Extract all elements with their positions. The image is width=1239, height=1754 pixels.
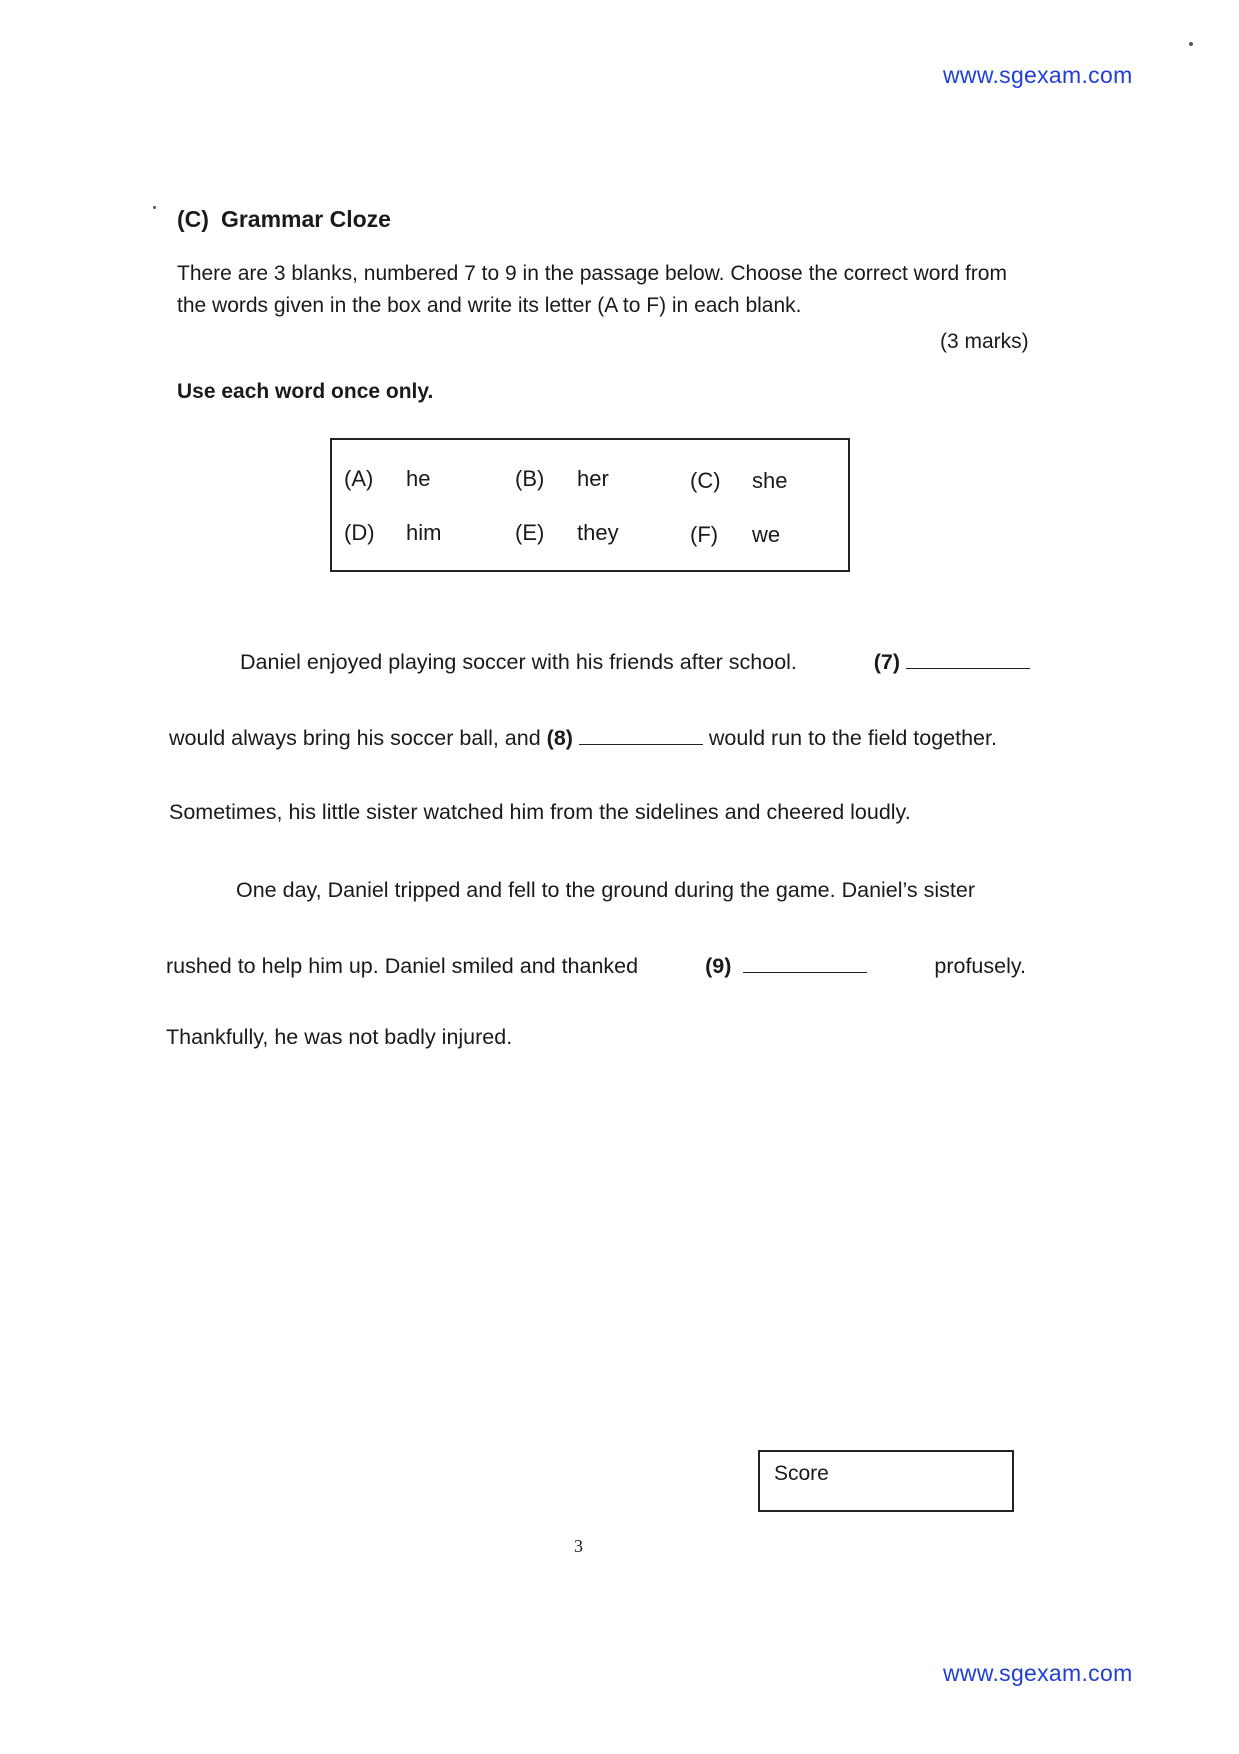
word-bank-box bbox=[330, 438, 850, 572]
site-url-header: www.sgexam.com bbox=[943, 62, 1133, 88]
question-number: (7) bbox=[873, 650, 901, 674]
section-title-text: Grammar Cloze bbox=[220, 206, 391, 232]
option-letter: (E) bbox=[515, 520, 545, 545]
word-option-c bbox=[690, 468, 787, 494]
passage-text: profusely. bbox=[934, 954, 1026, 978]
answer-blank-8[interactable] bbox=[579, 726, 703, 745]
page-number: 3 bbox=[574, 1536, 583, 1556]
passage-text: rushed to help him up. Daniel smiled and thanked bbox=[166, 954, 639, 978]
option-word: she bbox=[752, 468, 788, 493]
site-url-footer: www.sgexam.com bbox=[943, 1660, 1133, 1686]
passage-text: Daniel enjoyed playing soccer with his friends after school. bbox=[240, 650, 797, 674]
word-option-b bbox=[515, 466, 609, 492]
scan-speck bbox=[153, 206, 156, 209]
question-number: (8) bbox=[546, 726, 573, 750]
passage-text: would run to the field together. bbox=[708, 726, 997, 750]
section-letter: (C) bbox=[177, 206, 209, 232]
word-option-a bbox=[344, 466, 430, 492]
instructions: There are 3 blanks, numbered 7 to 9 in the passage below. Choose the correct word from the words given in the box and write its letter (A to F) in each blank. bbox=[177, 262, 1007, 317]
section-title bbox=[177, 206, 391, 233]
marks-allocation: (3 marks) bbox=[940, 330, 1029, 353]
passage-line bbox=[169, 726, 1029, 751]
option-letter: (B) bbox=[515, 466, 545, 491]
option-word: he bbox=[406, 466, 431, 491]
passage-line: Thankfully, he was not badly injured. bbox=[166, 1025, 513, 1049]
option-letter: (D) bbox=[344, 520, 375, 545]
passage-line bbox=[166, 954, 1026, 979]
option-letter: (C) bbox=[690, 468, 721, 493]
word-option-e bbox=[515, 520, 619, 546]
question-7 bbox=[874, 650, 1030, 675]
word-option-f bbox=[690, 522, 780, 548]
scan-speck bbox=[1189, 42, 1193, 46]
question-number: (9) bbox=[705, 954, 732, 978]
question-9 bbox=[705, 954, 867, 979]
option-letter: (F) bbox=[690, 522, 719, 547]
answer-blank-9[interactable] bbox=[743, 954, 867, 973]
score-label: Score bbox=[774, 1462, 829, 1485]
score-box[interactable] bbox=[758, 1450, 1014, 1512]
option-word: we bbox=[752, 522, 781, 547]
passage-line: Sometimes, his little sister watched him from the sidelines and cheered loudly. bbox=[169, 800, 911, 824]
option-letter: (A) bbox=[344, 466, 374, 491]
option-word: her bbox=[577, 466, 609, 491]
passage-line bbox=[240, 650, 1030, 675]
answer-blank-7[interactable] bbox=[906, 650, 1030, 669]
passage-text: would always bring his soccer ball, and bbox=[169, 726, 541, 750]
word-option-d bbox=[344, 520, 441, 546]
option-word: they bbox=[577, 520, 619, 545]
usage-note: Use each word once only. bbox=[177, 380, 434, 403]
passage-line: One day, Daniel tripped and fell to the ground during the game. Daniel’s sister bbox=[236, 878, 976, 902]
option-word: him bbox=[406, 520, 442, 545]
